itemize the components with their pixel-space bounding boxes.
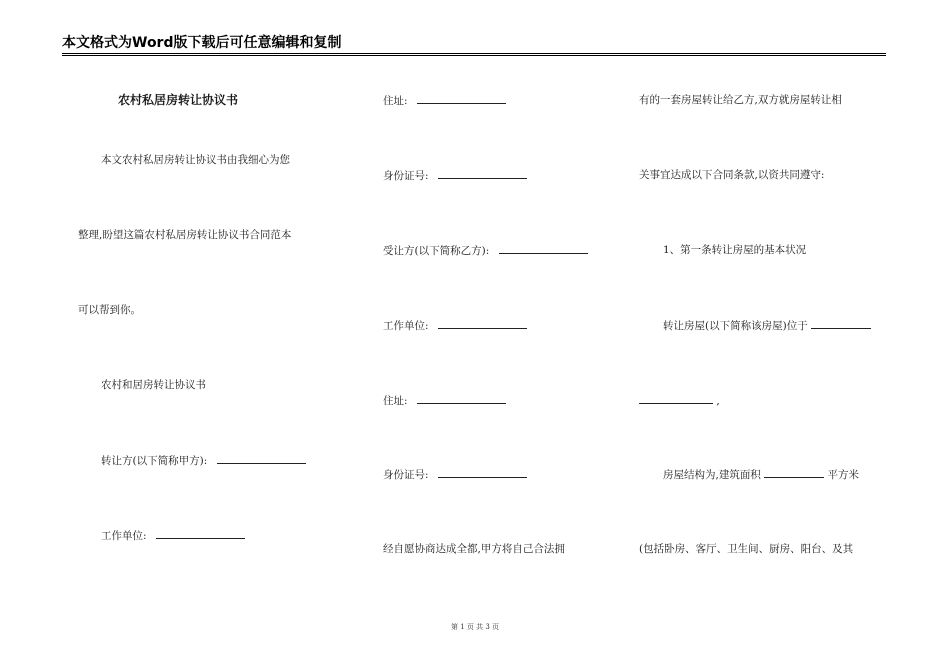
transferee-field bbox=[383, 243, 588, 258]
transferor-label: 转让方(以下简称甲方): bbox=[101, 455, 208, 467]
header-rule-bottom bbox=[62, 55, 886, 56]
work-unit-blank bbox=[156, 528, 245, 539]
transferor-field bbox=[101, 453, 306, 468]
transferor-address-field bbox=[383, 93, 506, 108]
intro-line-3: 可以帮到你。 bbox=[78, 304, 141, 316]
document-title: 农村私居房转让协议书 bbox=[118, 93, 239, 107]
transferee-work-unit-field bbox=[383, 318, 527, 333]
structure-label: 房屋结构为,建筑面积 bbox=[663, 469, 761, 481]
transferee-label: 受让方(以下简称乙方): bbox=[383, 245, 490, 257]
transferee-id-field bbox=[383, 467, 527, 482]
structure-unit: 平方米 bbox=[827, 469, 860, 481]
col3-text-line-2: 关事宜达成以下合同条款,以资共同遵守: bbox=[639, 169, 825, 181]
transferor-id-field bbox=[383, 168, 527, 183]
id-label: 身份证号: bbox=[383, 170, 429, 182]
clause-1-heading: 1、第一条转让房屋的基本状况 bbox=[663, 244, 807, 256]
address-label: 住址: bbox=[383, 395, 408, 407]
location-field bbox=[663, 318, 871, 333]
header-rule-top bbox=[62, 53, 886, 54]
col3-text-line-1: 有的一套房屋转让给乙方,双方就房屋转让相 bbox=[639, 94, 842, 106]
transferee-address-field bbox=[383, 393, 506, 408]
id-label: 身份证号: bbox=[383, 469, 429, 481]
structure-field bbox=[663, 467, 859, 482]
page-number-footer: 第 1 页 共 3 页 bbox=[450, 623, 500, 631]
work-unit-label: 工作单位: bbox=[101, 530, 147, 542]
intro-line-2: 整理,盼望这篇农村私居房转让协议书合同范本 bbox=[78, 229, 292, 241]
id-blank bbox=[438, 168, 527, 179]
agreement-text-line: 经自愿协商达成全都,甲方将自己合法拥 bbox=[383, 543, 565, 555]
location-end: , bbox=[716, 395, 720, 407]
transferor-work-unit-field bbox=[101, 528, 245, 543]
work-unit-blank bbox=[438, 318, 527, 329]
address-label: 住址: bbox=[383, 95, 408, 107]
location-blank-2 bbox=[639, 393, 713, 404]
location-blank bbox=[811, 318, 871, 329]
location-label: 转让房屋(以下简称该房屋)位于 bbox=[663, 320, 808, 332]
id-blank bbox=[438, 467, 527, 478]
address-blank bbox=[417, 93, 506, 104]
document-header: 本文格式为Word版下载后可任意编辑和复制 bbox=[62, 35, 342, 51]
transferee-blank bbox=[499, 243, 588, 254]
work-unit-label: 工作单位: bbox=[383, 320, 429, 332]
intro-line-1: 本文农村私居房转让协议书由我细心为您 bbox=[101, 154, 290, 166]
address-blank bbox=[417, 393, 506, 404]
area-blank bbox=[764, 467, 824, 478]
agreement-subtitle: 农村和居房转让协议书 bbox=[101, 379, 206, 391]
location-continuation bbox=[639, 393, 720, 408]
transferor-blank bbox=[217, 453, 306, 464]
rooms-text-line: (包括卧房、客厅、卫生间、厨房、阳台、及其 bbox=[639, 543, 854, 555]
